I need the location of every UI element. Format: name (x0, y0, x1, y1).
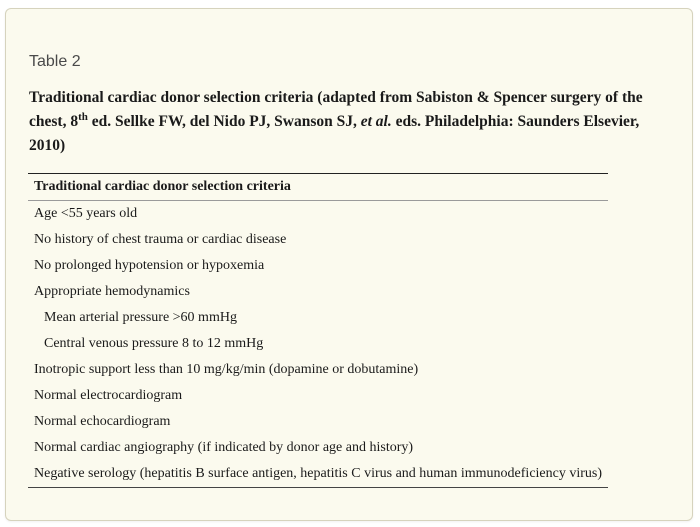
table-cell: No prolonged hypotension or hypoxemia (34, 258, 265, 273)
table-cell: Negative serology (hepatitis B surface antigen, hepatitis C virus and human immunodeficiency virus) (28, 461, 608, 488)
caption-superscript: th (78, 110, 88, 123)
caption-text-1: Traditional cardiac donor selection criteria (adapted from Sabiston & Spencer surgery of the chest, 8 (29, 89, 643, 130)
caption-italic: et al. (360, 113, 392, 130)
table-cell-indented: Mean arterial pressure >60 mmHg (44, 310, 237, 325)
table-row (28, 279, 608, 305)
table-cell: Inotropic support less than 10 mg/kg/min (dopamine or dobutamine) (34, 362, 419, 377)
table-row (28, 383, 608, 409)
table-row (28, 435, 608, 461)
table-cell: Appropriate hemodynamics (34, 284, 190, 299)
table-row (28, 331, 608, 357)
table-cell: Normal electrocardiogram (34, 388, 183, 403)
column-header: Traditional cardiac donor selection criteria (28, 174, 608, 201)
table-header-row (28, 174, 608, 201)
table-row (28, 253, 608, 279)
table-cell: Age <55 years old (34, 206, 138, 221)
table-caption (29, 86, 677, 158)
table-row (28, 409, 608, 435)
caption-text-2: ed. Sellke FW, del Nido PJ, Swanson SJ, (87, 113, 361, 130)
table-cell-indented: Central venous pressure 8 to 12 mmHg (44, 336, 264, 351)
table-row (28, 201, 608, 228)
criteria-table (28, 173, 608, 488)
table-row (28, 227, 608, 253)
table-cell: Normal echocardiogram (34, 414, 171, 429)
table-row (28, 461, 608, 488)
table-label: Table 2 (29, 53, 81, 70)
table-cell: Normal cardiac angiography (if indicated by donor age and history) (34, 440, 414, 455)
table-panel (5, 8, 693, 521)
caption-text-3: eds. Philadelphia: Saunders Elsevier, 2010) (29, 113, 640, 154)
table-row (28, 357, 608, 383)
table-row (28, 305, 608, 331)
table-cell: No history of chest trauma or cardiac disease (34, 232, 287, 247)
